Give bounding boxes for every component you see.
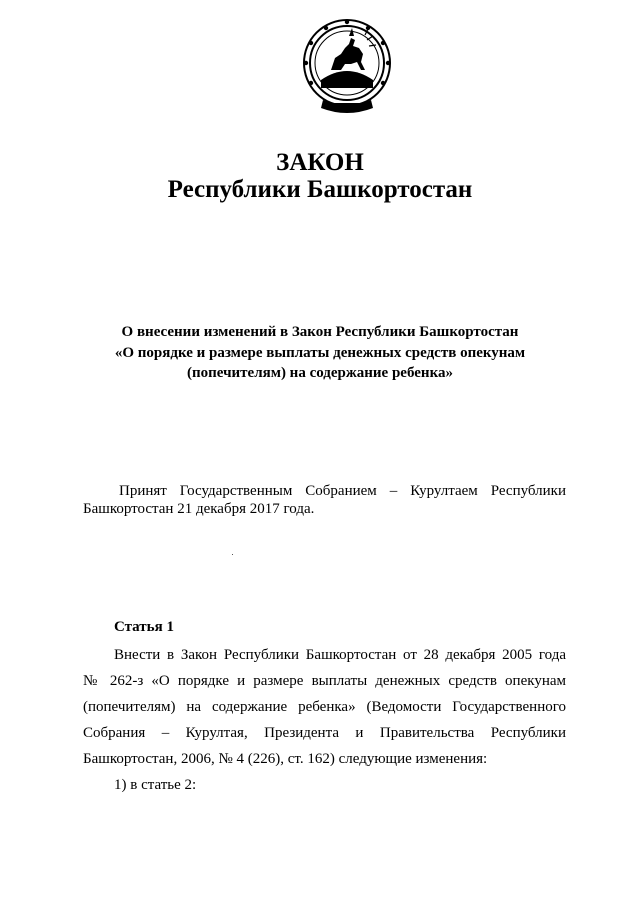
- bashkortostan-coat-of-arms-icon: [301, 18, 393, 116]
- adoption-line-1: Принят Государственным Собранием – Курултаем Республики: [119, 483, 566, 499]
- article-1-line-1: Внести в Закон Республики Башкортостан от 28 декабря 2005 года: [114, 647, 566, 663]
- article-1-line-3: (попечителям) на содержание ребенка» (Ведомости Государственного: [83, 699, 566, 715]
- law-subject-line-3: (попечителям) на содержание ребенка»: [187, 365, 453, 381]
- article-1-line-5: Башкортостан, 2006, № 4 (226), ст. 162) следующие изменения:: [83, 751, 488, 767]
- law-title: ЗАКОН: [276, 149, 364, 176]
- article-1-line-4: Собрания – Курултая, Президента и Правительства Республики: [83, 725, 566, 741]
- law-subject-line-2: «О порядке и размере выплаты денежных средств опекунам: [114, 345, 526, 361]
- article-1-line-2: № 262-з «О порядке и размере выплаты денежных средств опекунам: [83, 673, 566, 689]
- scan-speck: [232, 554, 233, 555]
- article-1-heading: Статья 1: [114, 619, 174, 635]
- law-title-republic: Республики Башкортостан: [167, 176, 473, 203]
- adoption-line-2: Башкортостан 21 декабря 2017 года.: [83, 501, 315, 517]
- article-1-item-1: 1) в статье 2:: [114, 777, 197, 793]
- law-subject-line-1: О внесении изменений в Закон Республики Башкортостан: [121, 324, 519, 340]
